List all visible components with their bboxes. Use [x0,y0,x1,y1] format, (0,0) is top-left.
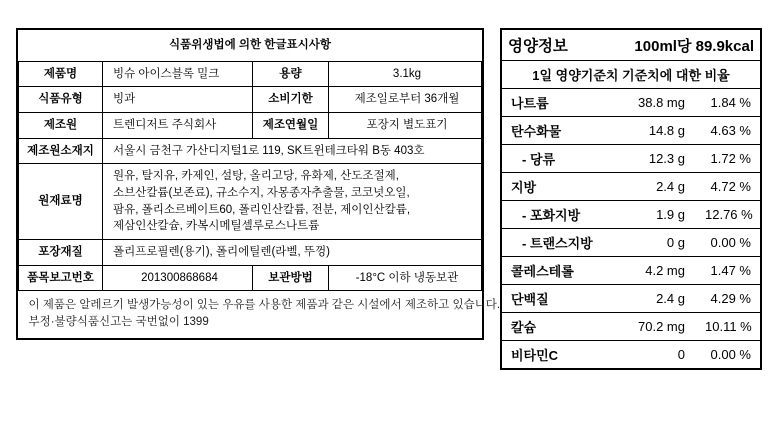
nutrient-amount-trans-fat: 0 g [622,229,699,257]
table-row [502,313,760,341]
nutrient-name-fat: 지방 [502,173,622,201]
table-row [502,89,760,117]
row-label-product-name: 제품명 [19,61,103,87]
row-value-manufacturer: 트렌디저트 주식회사 [103,113,253,139]
ingredients-line: 팜유, 폴리소르베이트60, 폴리인산칼륨, 전분, 제이인산칼륨, [113,203,411,216]
nutrition-title: 영양정보 [508,38,568,55]
nutrient-amount-fat: 2.4 g [622,173,699,201]
table-row [502,201,760,229]
row-label-volume: 용량 [253,61,329,87]
nutrient-percent-protein: 4.29 % [699,285,760,313]
table-row [502,285,760,313]
footnotes [19,291,501,338]
table-row [502,229,760,257]
nutrition-facts-table [502,30,760,368]
food-labeling-panel [16,28,501,340]
row-label-food-type: 식품유형 [19,87,103,113]
report-hotline-notice: 부정·불량식품신고는 국번없이 1399 [28,316,209,329]
row-label-packaging: 포장재질 [19,240,103,266]
nutrient-name-sodium: 나트륨 [502,89,622,117]
ingredients-line: 소브산칼륨(보존료), 규소수지, 자몽종자추출물, 코코넛오일, [113,187,410,200]
table-row [502,145,760,173]
nutrient-amount-carbohydrate: 14.8 g [622,117,699,145]
nutrient-name-trans-fat: - 트랜스지방 [502,229,622,257]
row-label-storage: 보관방법 [253,265,329,291]
row-value-expiry: 제조일로부터 36개월 [329,87,482,113]
row-value-packaging: 폴리프로필렌(용기), 폴리에틸렌(라벨, 뚜껑) [103,240,482,266]
row-value-manufacture-date: 포장지 별도표기 [329,113,482,139]
ingredients-line: 제삼인산칼슘, 카복시메틸셀루로스나트륨 [113,220,320,233]
table-row [19,164,482,240]
nutrient-name-calcium: 칼슘 [502,313,622,341]
table-row [502,341,760,369]
row-label-report-number: 품목보고번호 [19,265,103,291]
table-row [502,173,760,201]
nutrition-facts-panel [500,28,762,370]
row-value-food-type: 빙과 [103,87,253,113]
row-label-manufacturer: 제조원 [19,113,103,139]
nutrient-percent-trans-fat: 0.00 % [699,229,760,257]
nutrient-percent-saturated-fat: 12.76 % [699,201,760,229]
nutrient-percent-sugars: 1.72 % [699,145,760,173]
nutrient-name-carbohydrate: 탄수화물 [502,117,622,145]
nutrient-percent-carbohydrate: 4.63 % [699,117,760,145]
nutrient-percent-fat: 4.72 % [699,173,760,201]
table-row [502,257,760,285]
row-label-manufacture-date: 제조연월일 [253,113,329,139]
nutrient-amount-saturated-fat: 1.9 g [622,201,699,229]
table-row [19,265,482,291]
nutrient-amount-vitamin-c: 0 [677,347,685,362]
nutrient-name-saturated-fat: - 포화지방 [502,201,622,229]
ingredients-line: 원유, 탈지유, 카제인, 설탕, 올리고당, 유화제, 산도조절제, [113,170,399,183]
nutrient-name-sugars: - 당류 [502,145,622,173]
daily-value-header: 1일 영양기준치 기준치에 대한 비율 [502,61,760,89]
table-row [19,138,482,164]
nutrient-amount-sugars: 12.3 g [622,145,699,173]
table-row [19,113,482,139]
row-value-ingredients [103,164,482,240]
nutrition-header-row [502,30,760,61]
nutrient-name-protein: 단백질 [502,285,622,313]
food-labeling-table [18,30,501,338]
row-label-expiry: 소비기한 [253,87,329,113]
table-row [19,291,482,338]
table-row [19,240,482,266]
nutrient-amount-cholesterol: 4.2 mg [622,257,699,285]
allergy-notice: 이 제품은 알레르기 발생가능성이 있는 우유를 사용한 제품과 같은 시설에서 제조하고 있습니다. [28,299,501,312]
row-value-address: 서울시 금천구 가산디지털1로 119, SK트윈테크타워 B동 403호 [103,138,482,164]
nutrient-percent-cholesterol: 1.47 % [699,257,760,285]
nutrient-percent-vitamin-c: 0.00 % [710,347,751,362]
row-value-report-number: 201300868684 [103,265,253,291]
nutrient-percent-calcium: 10.11 % [699,313,760,341]
nutrient-percent-sodium: 1.84 % [699,89,760,117]
row-label-address: 제조원소재지 [19,138,103,164]
label-title: 식품위생법에 의한 한글표시사항 [19,30,482,61]
nutrition-subheader-row [502,61,760,89]
nutrition-serving-size: 100ml당 89.9kcal [634,38,754,55]
table-row [19,61,482,87]
table-row [19,87,482,113]
nutrient-name-vitamin-c: 비타민C [511,348,559,363]
table-row [19,30,482,61]
nutrient-amount-sodium: 38.8 mg [622,89,699,117]
row-value-storage: -18°C 이하 냉동보관 [329,265,482,291]
nutrient-name-cholesterol: 콜레스테롤 [502,257,622,285]
row-label-ingredients: 원재료명 [19,164,103,240]
row-value-product-name: 빙슈 아이스블록 밀크 [103,61,253,87]
nutrient-amount-calcium: 70.2 mg [622,313,699,341]
table-row [502,117,760,145]
nutrient-amount-protein: 2.4 g [622,285,699,313]
row-value-volume: 3.1kg [329,61,482,87]
